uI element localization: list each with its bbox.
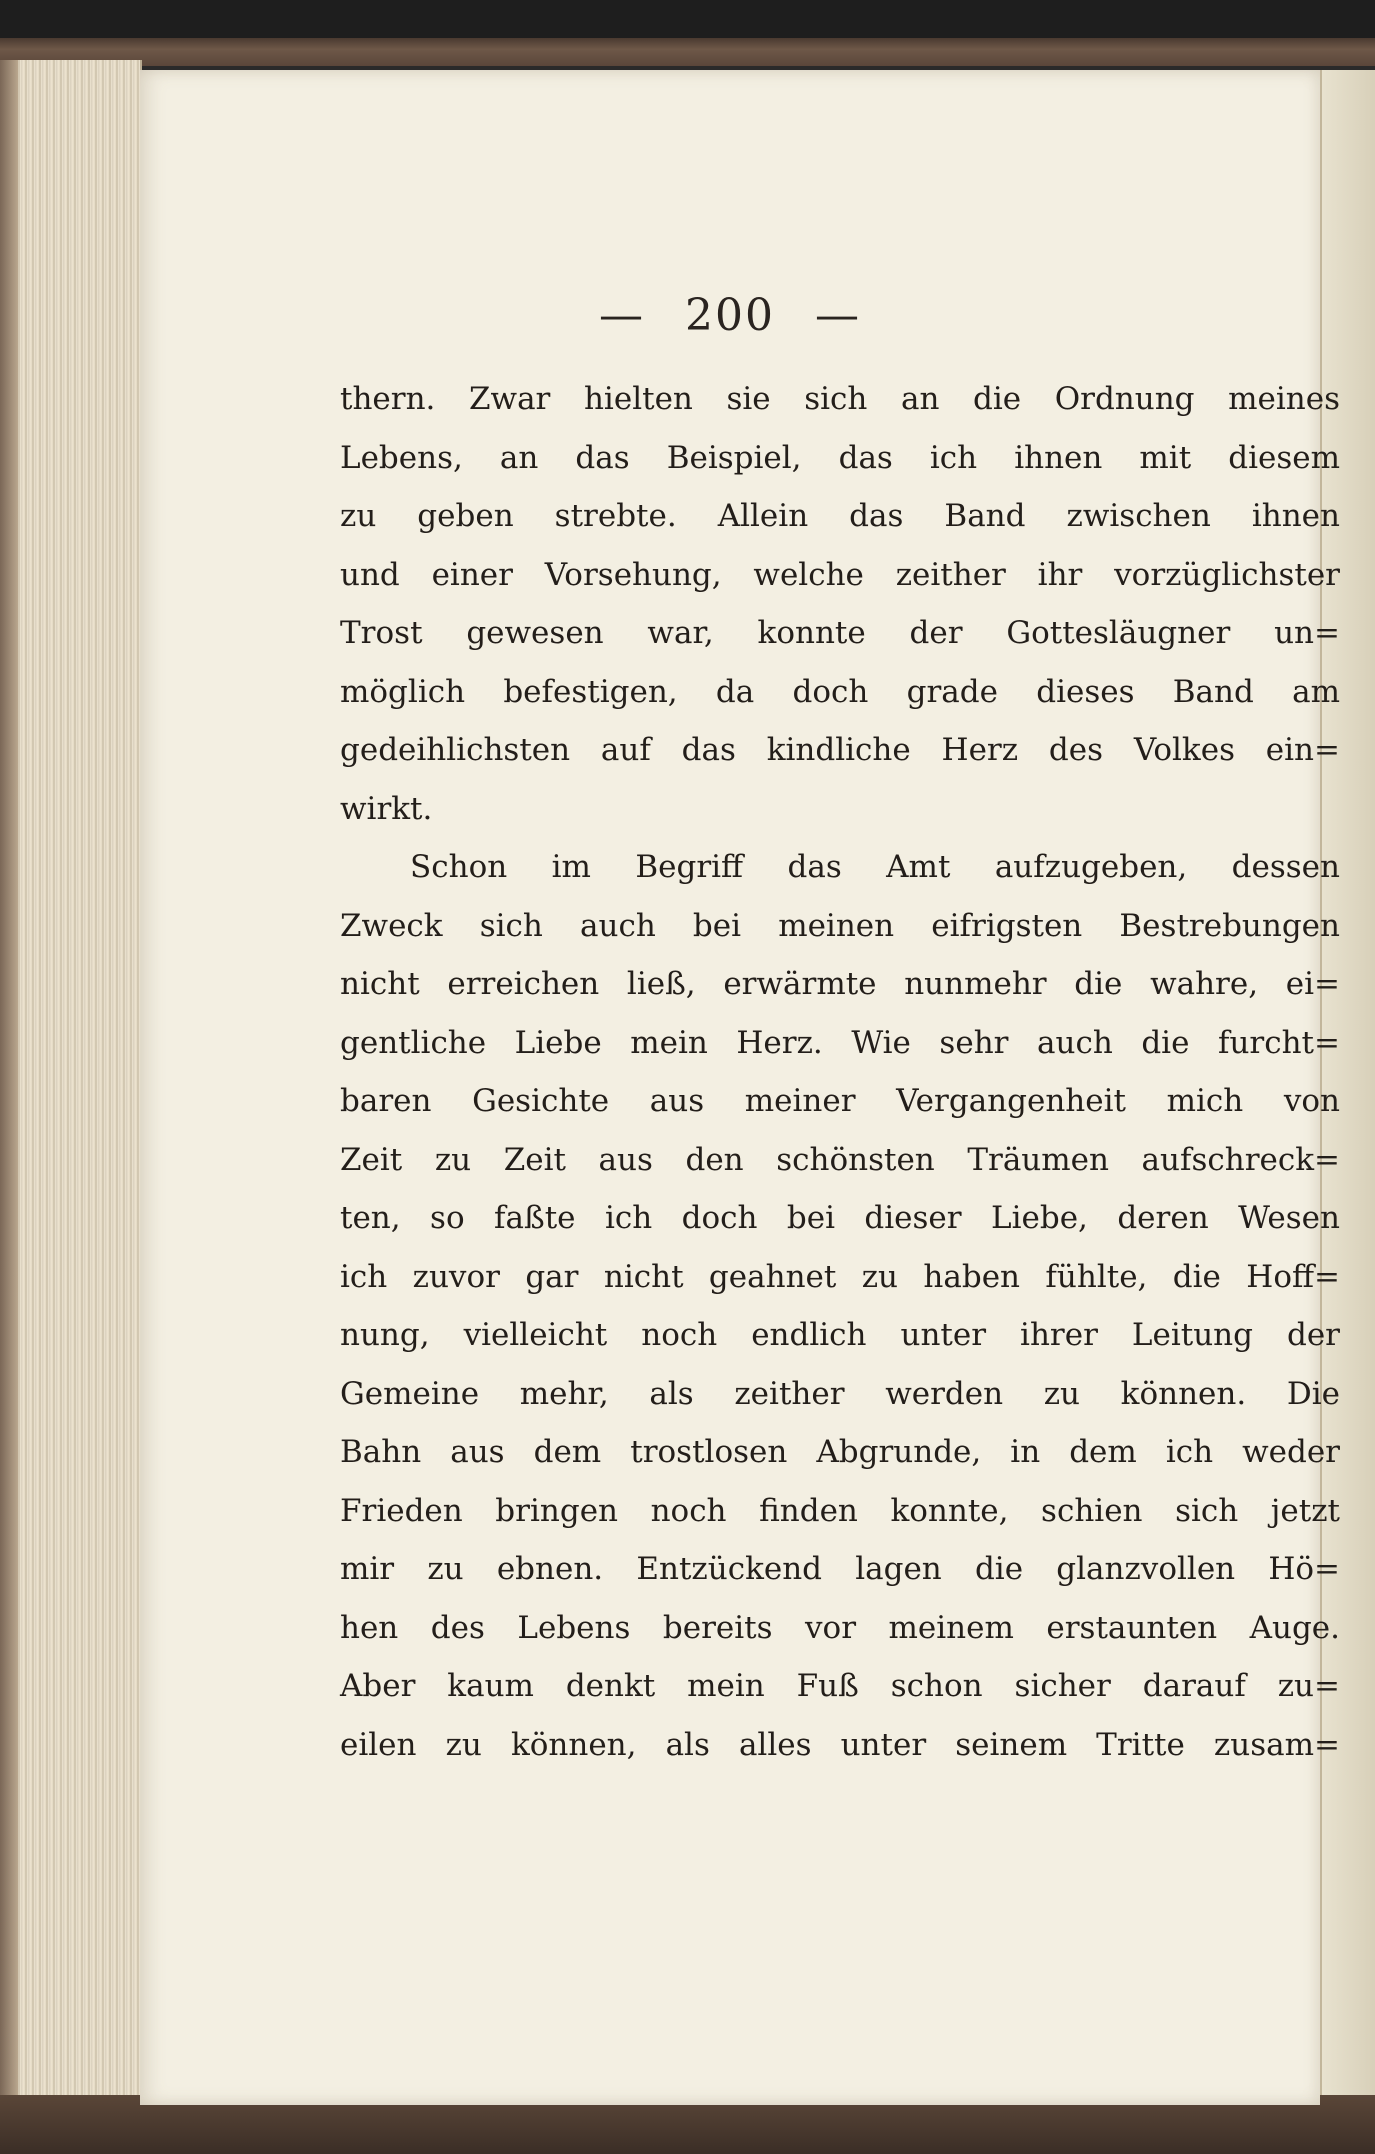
header-dash-right: —	[814, 290, 861, 341]
header-dash-left: —	[599, 290, 645, 341]
book-cover-left-edge	[0, 60, 18, 2110]
text-line: Schon im Begriff das Amt aufzugeben, dessen	[410, 849, 1340, 885]
text-line: Aber kaum denkt mein Fuß schon sicher darauf zu=	[340, 1668, 1340, 1704]
text-line: ich zuvor gar nicht geahnet zu haben fühlte, die Hoff=	[340, 1258, 1340, 1295]
text-line: nung, vielleicht noch endlich unter ihrer Leitung der	[340, 1317, 1340, 1353]
text-line: Frieden bringen noch finden konnte, schien sich jetzt	[340, 1492, 1340, 1529]
text-line: und einer Vorsehung, welche zeither ihr vorzüglichster	[340, 556, 1340, 593]
page-number: 200	[685, 290, 775, 341]
paragraph-1	[340, 370, 1340, 838]
book-page	[140, 70, 1340, 2105]
text-line: Zweck sich auch bei meinen eifrigsten Bestrebungen	[340, 907, 1340, 944]
scan-background-top	[0, 0, 1375, 42]
page-body-text	[340, 370, 1340, 1774]
text-line: eilen zu können, als alles unter seinem Tritte zusam=	[340, 1726, 1340, 1763]
text-line: Gemeine mehr, als zeither werden zu können. Die	[340, 1375, 1340, 1412]
text-line: zu geben strebte. Allein das Band zwischen ihnen	[340, 498, 1340, 534]
text-line: mir zu ebnen. Entzückend lagen die glanzvollen Hö=	[340, 1551, 1340, 1587]
page-stack-left	[0, 60, 142, 2110]
book-cover-top-edge	[0, 38, 1375, 66]
text-line: Zeit zu Zeit aus den schönsten Träumen aufschreck=	[340, 1141, 1340, 1178]
text-line: nicht erreichen ließ, erwärmte nunmehr die wahre, ei=	[340, 966, 1340, 1002]
text-line: ten, so faßte ich doch bei dieser Liebe, deren Wesen	[340, 1200, 1340, 1236]
paragraph-2	[340, 838, 1340, 1774]
text-line: gedeihlichsten auf das kindliche Herz des Volkes ein=	[340, 732, 1340, 768]
text-line: Trost gewesen war, konnte der Gottesläugner un=	[340, 615, 1340, 651]
page-number-header	[140, 290, 1320, 341]
text-line: wirkt.	[340, 790, 433, 827]
text-line: Lebens, an das Beispiel, das ich ihnen mit diesem	[340, 439, 1340, 476]
text-line: Bahn aus dem trostlosen Abgrunde, in dem ich weder	[340, 1434, 1340, 1470]
text-line: thern. Zwar hielten sie sich an die Ordnung meines	[340, 381, 1340, 417]
text-line: hen des Lebens bereits vor meinem erstaunten Auge.	[340, 1609, 1340, 1646]
text-line: gentliche Liebe mein Herz. Wie sehr auch die furcht=	[340, 1024, 1340, 1061]
text-line: möglich befestigen, da doch grade dieses Band am	[340, 673, 1340, 710]
text-line: baren Gesichte aus meiner Vergangenheit mich von	[340, 1083, 1340, 1119]
